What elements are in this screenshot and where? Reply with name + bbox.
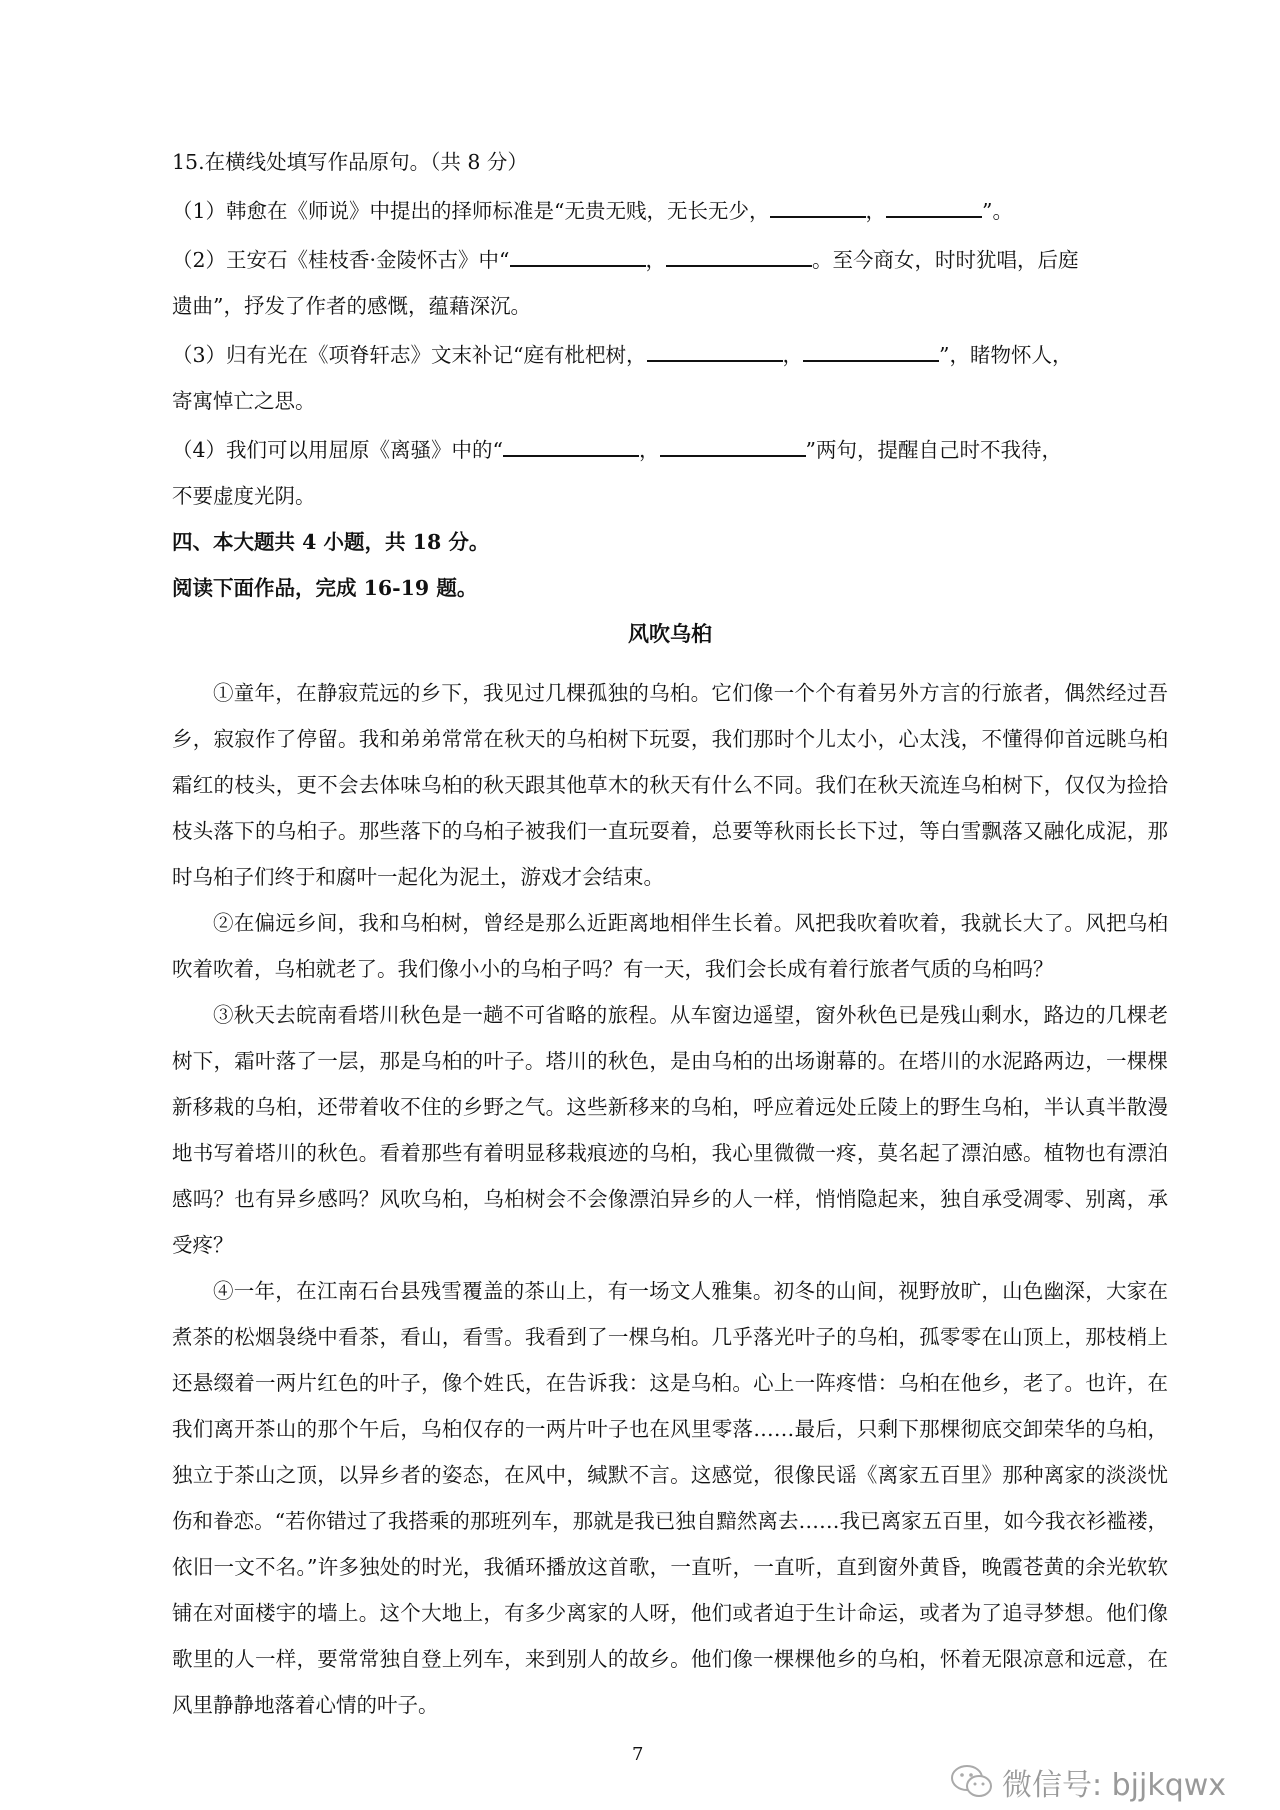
item-1-prefix: （1）韩愈在《师说》中提出的择师标准是“无贵无贱，无长无少，	[172, 199, 770, 223]
item-2-sep: ，	[645, 248, 667, 272]
page-number: 7	[632, 1744, 644, 1765]
answer-blank[interactable]	[510, 245, 646, 267]
answer-blank[interactable]	[660, 435, 806, 457]
item-3-prefix: （3）归有光在《项脊轩志》文末补记“庭有枇杷树，	[172, 343, 647, 367]
article-paragraph-4: ④一年，在江南石台县残雪覆盖的茶山上，有一场文人雅集。初冬的山间，视野放旷，山色幽深，大家在煮茶的松烟袅绕中看茶，看山，看雪。我看到了一棵乌桕。几乎落光叶子的乌桕，孤零零在山顶上，那枝梢上还悬缀着一两片红色的叶子，像个姓氏，在告诉我：这是乌桕。心上一阵疼惜：乌桕在他乡，老了。也许，在我们离开茶山的那个午后，乌桕仅存的一两片叶子也在风里零落……最后，只剩下那棵彻底交卸荣华的乌桕，独立于茶山之顶，以异乡者的姿态，在风中，缄默不言。这感觉，很像民谣《离家五百里》那种离家的淡淡忧伤和眷恋。“若你错过了我搭乘的那班列车，那就是我已独自黯然离去……我已离家五百里，如今我衣衫褴褛，依旧一文不名。”许多独处的时光，我循环播放这首歌，一直听，一直听，直到窗外黄昏，晚霞苍黄的余光软软铺在对面楼宇的墙上。这个大地上，有多少离家的人呀，他们或者迫于生计命运，或者为了追寻梦想。他们像歌里的人一样，要常常独自登上列车，来到别人的故乡。他们像一棵棵他乡的乌桕，怀着无限凉意和远意，在风里静静地落着心情的叶子。	[172, 1279, 1168, 1717]
item-2-suffix: 。至今商女，时时犹唱，后庭	[812, 248, 1079, 272]
item-3-continuation: 寄寓悼亡之思。	[172, 389, 316, 413]
answer-blank[interactable]	[666, 245, 812, 267]
question-15-item-4	[172, 435, 1168, 508]
page-content	[172, 150, 1168, 1728]
question-15-item-3	[172, 340, 1168, 413]
wechat-watermark	[950, 1760, 1226, 1804]
watermark-text: 微信号: bjjkqwx	[1002, 1768, 1227, 1803]
answer-blank[interactable]	[886, 196, 982, 218]
item-1-suffix: ”。	[982, 199, 1014, 223]
item-2-continuation: 遗曲”，抒发了作者的感慨，蕴藉深沉。	[172, 294, 531, 318]
item-3-suffix: ”，睹物怀人，	[939, 343, 1073, 367]
question-15-item-1	[172, 196, 1168, 223]
question-15-title: 15.在横线处填写作品原句。（共 8 分）	[172, 150, 528, 174]
item-3-sep: ，	[782, 343, 804, 367]
section-4-instruction: 阅读下面作品，完成 16-19 题。	[172, 576, 478, 600]
item-4-sep: ，	[639, 438, 660, 462]
question-15-item-2	[172, 245, 1168, 318]
answer-blank[interactable]	[647, 340, 783, 362]
section-4-heading: 四、本大题共 4 小题，共 18 分。	[172, 530, 490, 554]
answer-blank[interactable]	[503, 435, 639, 457]
article-paragraph-1: ①童年，在静寂荒远的乡下，我见过几棵孤独的乌桕。它们像一个个有着另外方言的行旅者，偶然经过吾乡，寂寂作了停留。我和弟弟常常在秋天的乌桕树下玩耍，我们那时个儿太小，心太浅，不懂得仰首远眺乌桕霜红的枝头，更不会去体味乌桕的秋天跟其他草木的秋天有什么不同。我们在秋天流连乌桕树下，仅仅为捡拾枝头落下的乌桕子。那些落下的乌桕子被我们一直玩耍着，总要等秋雨长长下过，等白雪飘落又融化成泥，那时乌桕子们终于和腐叶一起化为泥土，游戏才会结束。	[172, 681, 1168, 889]
wechat-icon	[950, 1764, 994, 1800]
answer-blank[interactable]	[803, 340, 939, 362]
item-4-suffix: ”两句，提醒自己时不我待，	[805, 438, 1063, 462]
article-paragraph-3: ③秋天去皖南看塔川秋色是一趟不可省略的旅程。从车窗边遥望，窗外秋色已是残山剩水，路边的几棵老树下，霜叶落了一层，那是乌桕的叶子。塔川的秋色，是由乌桕的出场谢幕的。在塔川的水泥路两边，一棵棵新移栽的乌桕，还带着收不住的乡野之气。这些新移来的乌桕，呼应着远处丘陵上的野生乌桕，半认真半散漫地书写着塔川的秋色。看着那些有着明显移栽痕迹的乌桕，我心里微微一疼，莫名起了漂泊感。植物也有漂泊感吗？也有异乡感吗？风吹乌桕，乌桕树会不会像漂泊异乡的人一样，悄悄隐起来，独自承受凋零、别离，承受疼？	[172, 1003, 1168, 1257]
article-title: 风吹乌桕	[628, 621, 712, 646]
answer-blank[interactable]	[770, 196, 866, 218]
item-1-sep: ，	[865, 199, 887, 223]
article-paragraph-2: ②在偏远乡间，我和乌桕树，曾经是那么近距离地相伴生长着。风把我吹着吹着，我就长大了。风把乌桕吹着吹着，乌桕就老了。我们像小小的乌桕子吗？有一天，我们会长成有着行旅者气质的乌桕吗？	[172, 911, 1168, 981]
item-4-continuation: 不要虚度光阴。	[172, 484, 316, 508]
item-2-prefix: （2）王安石《桂枝香·金陵怀古》中“	[172, 248, 510, 272]
item-4-prefix: （4）我们可以用屈原《离骚》中的“	[172, 438, 504, 462]
